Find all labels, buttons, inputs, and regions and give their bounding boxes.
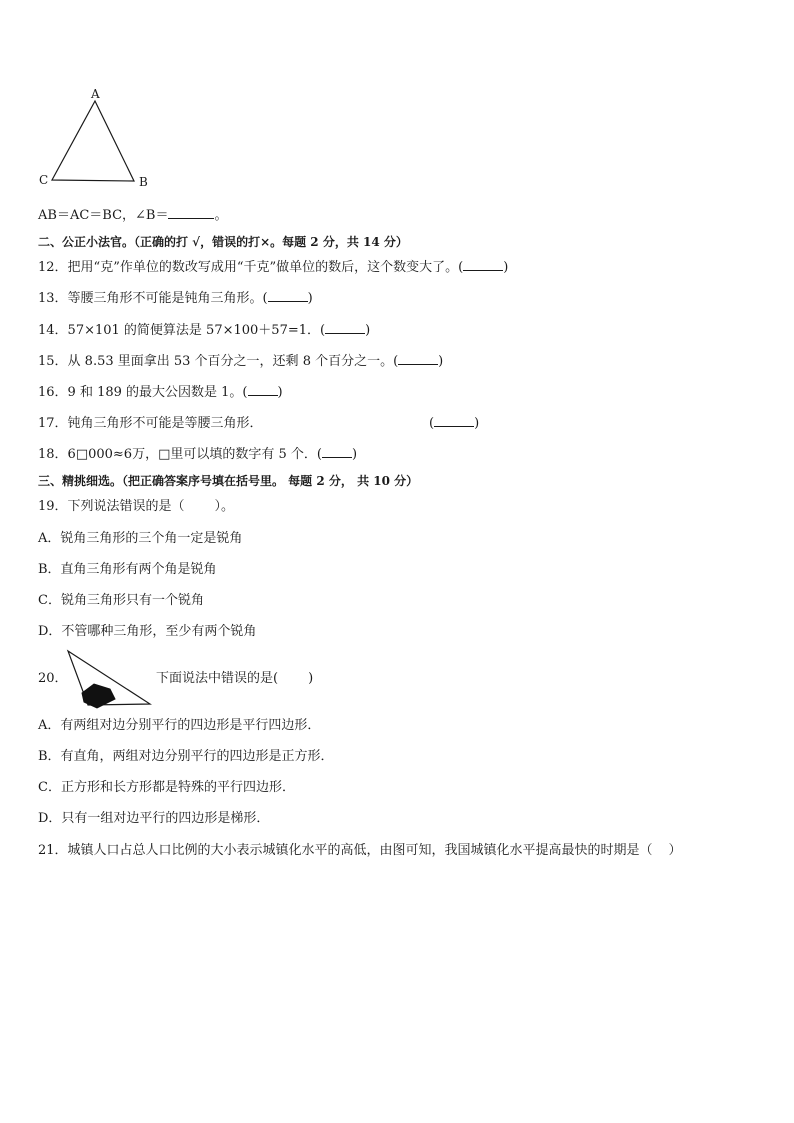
q12-text: 12．把用“克”作单位的数改写成用“千克”做单位的数后，这个数变大了。( <box>38 260 464 275</box>
q14-text: 14．57×101 的简便算法是 57×100＋57=1．( <box>38 323 326 338</box>
q16-end: ) <box>277 385 283 400</box>
q13-text: 13．等腰三角形不可能是钝角三角形。( <box>38 291 268 306</box>
q15-answer-blank[interactable] <box>398 353 438 365</box>
q20-stem: 下面说法中错误的是( <box>156 671 279 686</box>
q19-option-c[interactable]: C．锐角三角形只有一个锐角 <box>38 593 204 608</box>
q13-end: ) <box>307 291 313 306</box>
q17-answer-blank[interactable] <box>434 415 474 427</box>
q19-option-a[interactable]: A．锐角三角形的三个角一定是锐角 <box>38 531 243 546</box>
section3-title: 三、精挑细选。（把正确答案序号填在括号里。 每题 2 分， 共 10 分） <box>38 474 419 488</box>
question-20 <box>156 670 313 688</box>
q21-text: 21．城镇人口占总人口比例的大小表示城镇化水平的高低，由图可知，我国城镇化水平提高最快的时期是（ <box>38 843 653 858</box>
vertex-label-c: C <box>39 173 49 187</box>
q20-option-d[interactable]: D．只有一组对边平行的四边形是梯形． <box>38 811 270 826</box>
q11-end: 。 <box>214 208 228 223</box>
q16-answer-blank[interactable] <box>248 384 278 396</box>
q19-stem-end: ）。 <box>214 499 235 514</box>
q12-answer-blank[interactable] <box>463 259 503 271</box>
vertex-label-b: B <box>139 175 148 189</box>
q11-text: AB＝AC＝BC，∠B＝ <box>38 208 169 223</box>
q19-stem: 19．下列说法错误的是（ <box>38 499 185 514</box>
vertex-label-a: A <box>91 87 100 101</box>
q15-text: 15．从 8.53 里面拿出 53 个百分之一，还剩 8 个百分之一。( <box>38 354 399 369</box>
q20-option-b[interactable]: B．有直角，两组对边分别平行的四边形是正方形． <box>38 749 334 764</box>
q19-option-d[interactable]: D．不管哪种三角形，至少有两个锐角 <box>38 624 257 639</box>
q19-option-b[interactable]: B．直角三角形有两个角是锐角 <box>38 562 217 577</box>
section2-title: 二、公正小法官。（正确的打 √，错误的打×。每题 2 分，共 14 分） <box>38 235 408 249</box>
q20-number: 20． <box>38 671 68 686</box>
q20-option-a[interactable]: A．有两组对边分别平行的四边形是平行四边形． <box>38 718 321 733</box>
q15-end: ) <box>438 354 444 369</box>
question-17-answer <box>429 415 479 433</box>
q13-answer-blank[interactable] <box>268 290 308 302</box>
q14-answer-blank[interactable] <box>325 322 365 334</box>
q20-figure <box>0 0 200 720</box>
q17-end: ) <box>474 416 480 431</box>
q17-text: 17．钝角三角形不可能是等腰三角形． <box>38 416 263 431</box>
q18-text: 18．6□000≈6万，□里可以填的数字有 5 个．( <box>38 447 322 462</box>
q16-text: 16．9 和 189 的最大公因数是 1。( <box>38 385 248 400</box>
q18-answer-blank[interactable] <box>322 446 352 458</box>
q20-option-c[interactable]: C．正方形和长方形都是特殊的平行四边形． <box>38 780 295 795</box>
q17-open: ( <box>429 416 435 431</box>
q18-end: ) <box>351 447 358 462</box>
q12-end: ) <box>503 260 509 275</box>
q21-end: ） <box>668 843 682 858</box>
question-21 <box>38 842 682 860</box>
q20-stem-end: ) <box>308 671 314 686</box>
q14-end: ) <box>365 323 371 338</box>
